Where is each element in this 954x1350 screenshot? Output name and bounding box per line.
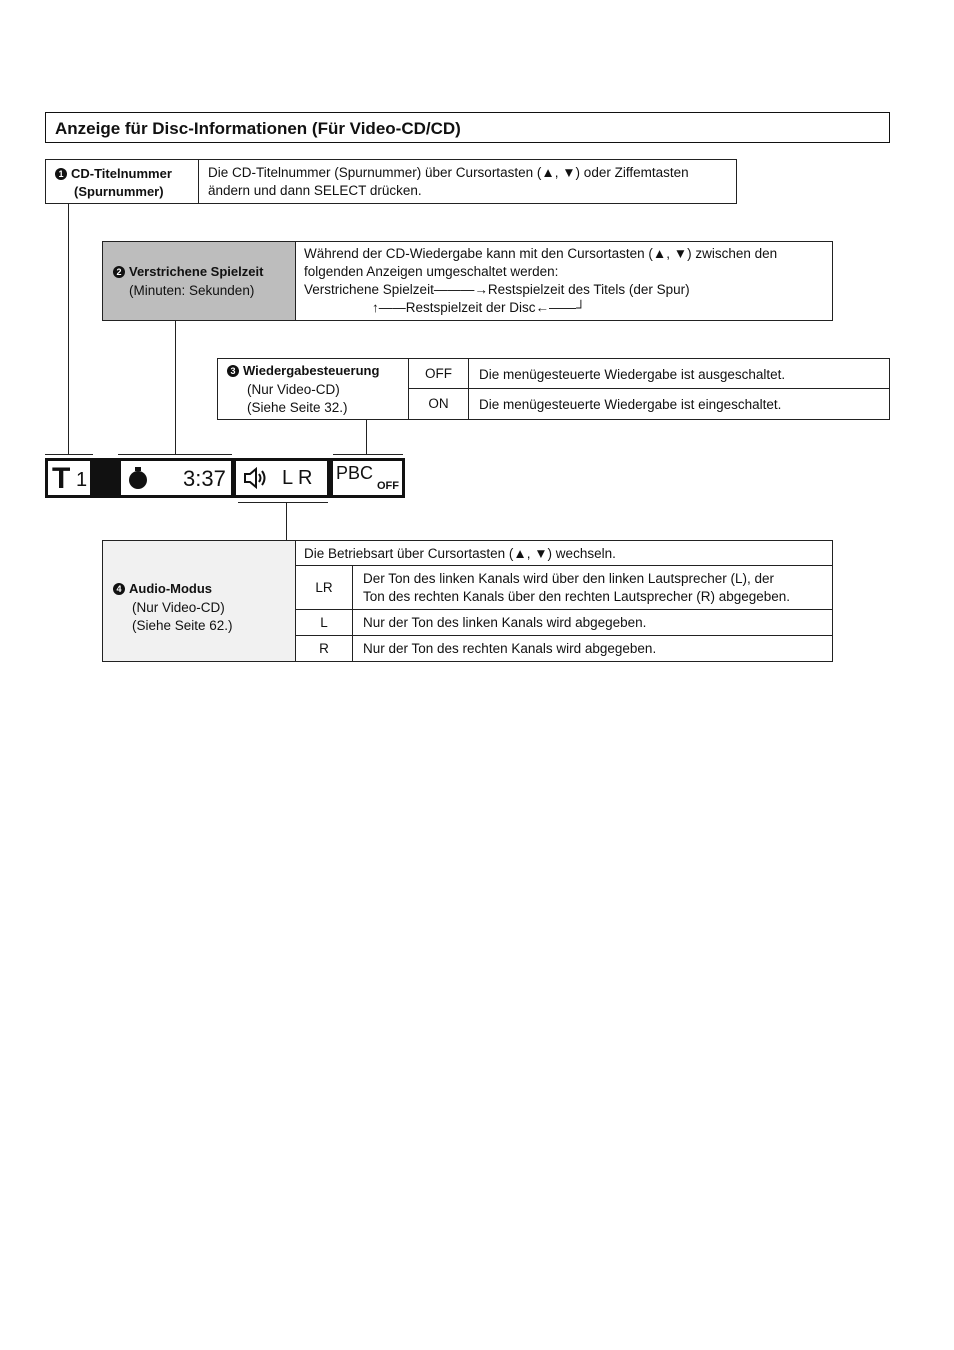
item2-label: Verstrichene Spielzeit <box>129 264 264 279</box>
item1-label: CD-Titelnummer <box>71 166 172 181</box>
item4-key-lr: LR <box>295 565 353 610</box>
item3-label: Wiedergabesteuerung <box>243 363 380 378</box>
bracket-time-top <box>118 454 232 455</box>
connector-item4 <box>286 502 287 541</box>
page-title: Anzeige für Disc-Informationen (Für Video-CD/CD) <box>55 119 461 138</box>
item2-desc-line1: Während der CD-Wiedergabe kann mit den Cursortasten (▲, ▼) zwischen den <box>304 246 778 261</box>
bracket-track-top <box>45 454 93 455</box>
bracket-pbc-top <box>333 454 403 455</box>
display-time <box>93 458 233 498</box>
display-audio-value: L R <box>282 467 313 489</box>
item4-key-l: L <box>295 609 353 636</box>
item4-intro-text: Die Betriebsart über Cursortasten (▲, ▼) wechseln. <box>304 546 616 561</box>
item4-desc-lr-line1: Der Ton des linken Kanals wird über den linken Lautsprecher (L), der <box>363 571 774 586</box>
item3-key-off: OFF <box>408 358 469 389</box>
item4-sublabel-2: (Siehe Seite 62.) <box>132 618 233 633</box>
connector-item2 <box>175 320 176 454</box>
item1-desc-cell <box>198 159 737 204</box>
item1-desc-line2: ändern und dann SELECT drücken. <box>208 183 422 198</box>
item4-desc-l <box>352 609 833 636</box>
number-2-icon: 2 <box>113 266 125 278</box>
display-track <box>45 458 93 498</box>
item4-intro-cell <box>295 540 833 566</box>
speaker-icon <box>242 467 268 489</box>
item1-desc-line1: Die CD-Titelnummer (Spurnummer) über Cursortasten (▲, ▼) oder Ziffemtasten <box>208 165 689 180</box>
item4-sublabel-1: (Nur Video-CD) <box>132 600 225 615</box>
item2-desc-line4: ↑——Restspielzeit der Disc←——┘ <box>372 300 586 315</box>
item4-desc-lr-line2: Ton des rechten Kanals über den rechten Lautsprecher (R) abgegeben. <box>363 589 791 604</box>
item4-key-r: R <box>295 635 353 662</box>
display-track-number: 1 <box>76 469 88 491</box>
item3-label-cell <box>217 358 409 420</box>
item1-sublabel: (Spurnummer) <box>74 184 164 199</box>
item3-desc-on-text: Die menügesteuerte Wiedergabe ist eingeschaltet. <box>479 397 782 412</box>
item3-desc-off-text: Die menügesteuerte Wiedergabe ist ausgeschaltet. <box>479 367 786 382</box>
item2-desc-line3: Verstrichene Spielzeit———→Restspielzeit des Titels (der Spur) <box>304 282 690 297</box>
item4-label-cell <box>102 540 296 662</box>
number-3-icon: 3 <box>227 365 239 377</box>
section-title-box <box>45 112 890 143</box>
number-4-icon: 4 <box>113 583 125 595</box>
item4-desc-r-text: Nur der Ton des rechten Kanals wird abgegeben. <box>363 641 657 656</box>
item2-desc-cell <box>295 241 833 321</box>
item3-sublabel-2: (Siehe Seite 32.) <box>247 400 348 415</box>
item4-label: Audio-Modus <box>129 581 213 596</box>
display-pbc <box>330 458 405 498</box>
display-track-letter: T <box>52 462 71 495</box>
item3-desc-off <box>468 358 890 389</box>
connector-item1 <box>68 204 69 454</box>
connector-item3 <box>366 419 367 454</box>
item2-desc-line2: folgenden Anzeigen umgeschaltet werden: <box>304 264 559 279</box>
item4-desc-r <box>352 635 833 662</box>
item2-sublabel: (Minuten: Sekunden) <box>129 283 255 298</box>
item1-label-cell <box>45 159 199 204</box>
display-pbc-label: PBC <box>336 463 374 483</box>
timer-icon <box>127 466 149 490</box>
number-1-icon: 1 <box>55 168 67 180</box>
item3-sublabel-1: (Nur Video-CD) <box>247 382 340 397</box>
item4-desc-l-text: Nur der Ton des linken Kanals wird abgegeben. <box>363 615 647 630</box>
item4-desc-lr <box>352 565 833 610</box>
bracket-audio-bottom <box>238 502 328 503</box>
item3-key-on: ON <box>408 388 469 420</box>
item2-label-cell <box>102 241 296 321</box>
display-audio <box>233 458 330 498</box>
display-pbc-state: OFF <box>377 480 399 492</box>
item3-desc-on <box>468 388 890 420</box>
display-time-value: 3:37 <box>183 466 226 491</box>
